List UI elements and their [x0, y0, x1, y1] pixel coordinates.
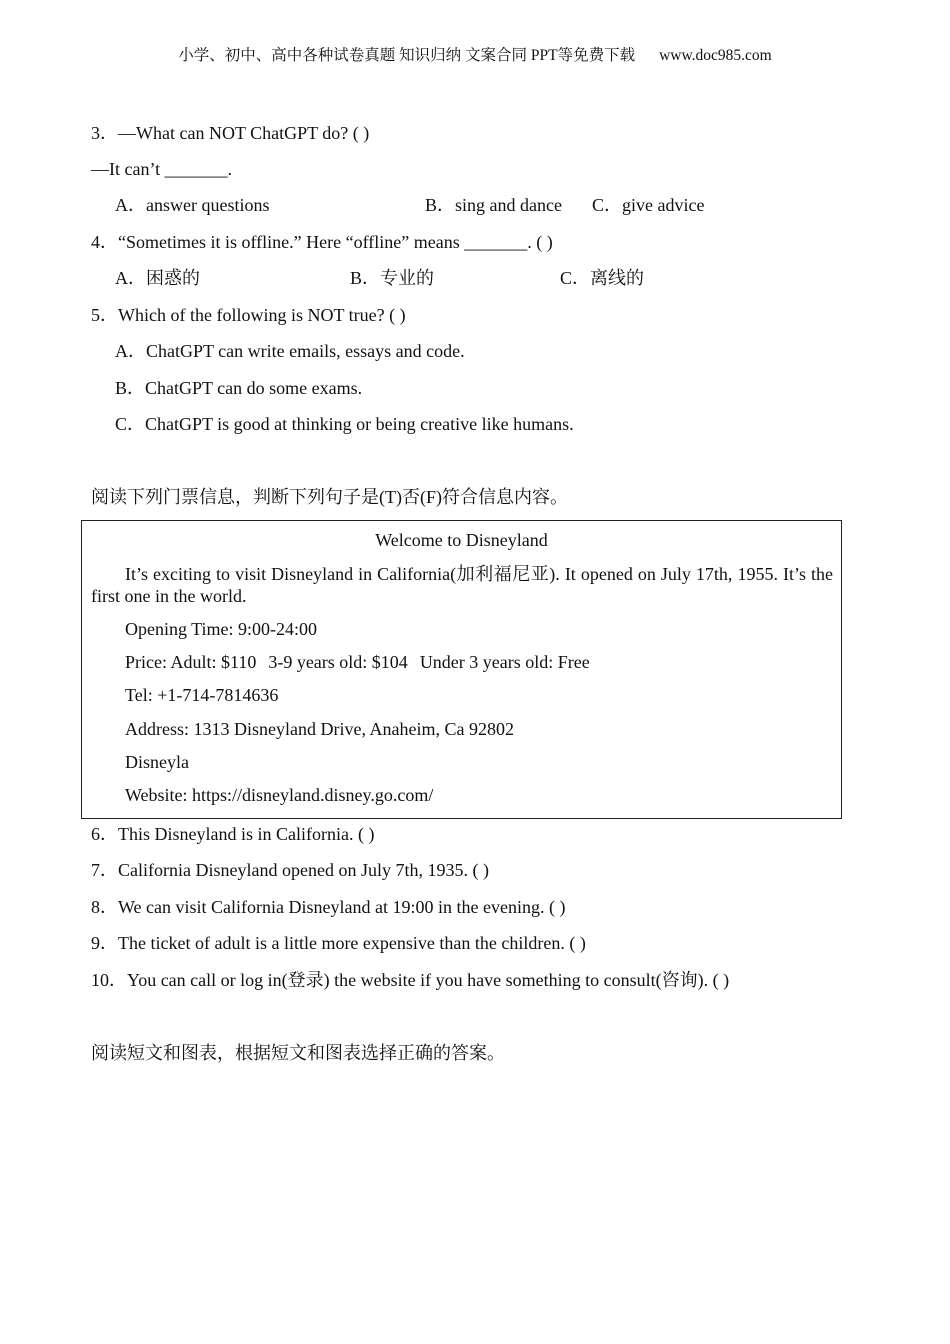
question-3-line2: —It can’t _______.: [91, 159, 233, 179]
question-7: 7．California Disneyland opened on July 7th, 1935. ( ): [91, 860, 489, 880]
ticket-address: Address: 1313 Disneyland Drive, Anaheim, Ca 92802: [125, 719, 514, 739]
question-4-option-b: B．专业的: [350, 268, 435, 288]
question-6: 6．This Disneyland is in California. ( ): [91, 824, 375, 844]
ticket-price-child: 3-9 years old: $104: [268, 652, 408, 672]
ticket-website: Website: https://disneyland.disney.go.com/: [125, 785, 434, 805]
ticket-price-adult: Price: Adult: $110: [125, 652, 257, 672]
question-4-option-c: C．离线的: [560, 268, 645, 288]
question-5-option-c: C．ChatGPT is good at thinking or being creative like humans.: [115, 414, 574, 434]
question-3-option-c: C．give advice: [592, 195, 705, 215]
header-text: 小学、初中、高中各种试卷真题 知识归纳 文案合同 PPT等免费下载: [178, 47, 636, 64]
question-3-option-b: B．sing and dance: [425, 195, 562, 215]
ticket-price: [125, 651, 590, 673]
ticket-intro: It’s exciting to visit Disneyland in California(加利福尼亚). It opened on July 17th, 1955. It’s the first one in the world.: [91, 564, 833, 606]
question-5-option-a: A．ChatGPT can write emails, essays and code.: [115, 341, 465, 361]
header-url: www.doc985.com: [659, 47, 772, 64]
question-10: 10．You can call or log in(登录) the website if you have something to consult(咨询). ( ): [91, 970, 730, 990]
section-3-instruction: 阅读短文和图表，根据短文和图表选择正确的答案。: [91, 1043, 505, 1063]
question-3-stem: 3．—What can NOT ChatGPT do? ( ): [91, 123, 370, 143]
question-9: 9．The ticket of adult is a little more expensive than the children. ( ): [91, 933, 586, 953]
ticket-name-line: Disneyla: [125, 752, 189, 772]
question-5-stem: 5．Which of the following is NOT true? ( ): [91, 305, 406, 325]
question-3-option-a: A．answer questions: [115, 195, 270, 215]
question-4-option-a: A．困惑的: [115, 268, 200, 288]
ticket-info-box: [81, 520, 842, 819]
question-8: 8．We can visit California Disneyland at 19:00 in the evening. ( ): [91, 897, 566, 917]
ticket-opening-time: Opening Time: 9:00-24:00: [125, 619, 318, 639]
ticket-price-free: Under 3 years old: Free: [419, 652, 590, 672]
page-header: [0, 45, 950, 67]
ticket-title: Welcome to Disneyland: [375, 530, 548, 550]
ticket-tel: Tel: +1-714-7814636: [125, 685, 279, 705]
question-4-stem: 4．“Sometimes it is offline.” Here “offline” means _______. ( ): [91, 232, 553, 252]
section-2-instruction: 阅读下列门票信息，判断下列句子是(T)否(F)符合信息内容。: [91, 487, 568, 507]
question-5-option-b: B．ChatGPT can do some exams.: [115, 378, 363, 398]
